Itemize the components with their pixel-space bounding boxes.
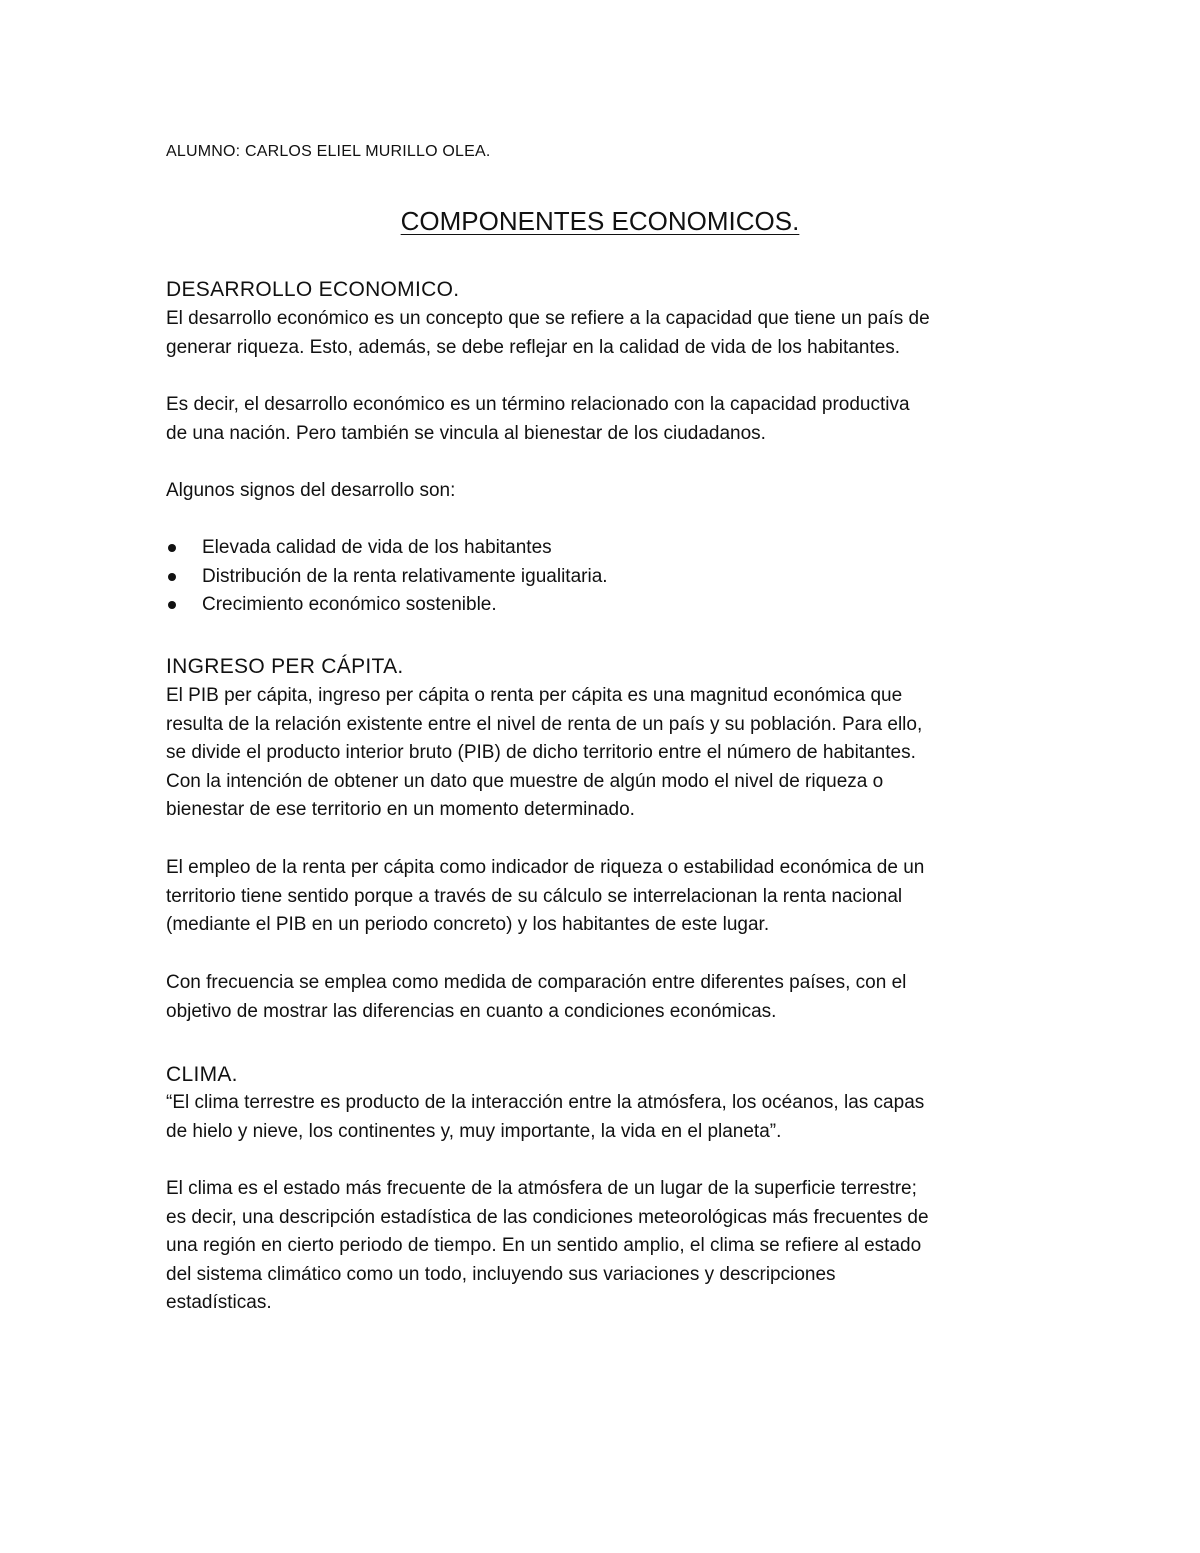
section-ingreso-p2-block — [166, 854, 1046, 940]
list-item-text: Distribución de la renta relativamente igualitaria. — [202, 565, 608, 587]
section-ingreso-heading-block — [166, 652, 1046, 681]
section-clima-heading-block — [166, 1060, 1046, 1089]
section-heading-ingreso: INGRESO PER CÁPITA. — [166, 655, 404, 678]
student-name-line: ALUMNO: CARLOS ELIEL MURILLO OLEA. — [166, 143, 491, 160]
section-heading-clima: CLIMA. — [166, 1063, 238, 1086]
section-desarrollo-heading-block — [166, 275, 1046, 304]
section-ingreso-p1-block — [166, 682, 1046, 825]
section-heading-desarrollo: DESARROLLO ECONOMICO. — [166, 278, 460, 301]
list-item-text: Elevada calidad de vida de los habitantes — [202, 537, 552, 558]
bullet-list — [166, 534, 1046, 620]
section-clima-p1-block — [166, 1089, 1046, 1146]
bullet-icon — [168, 573, 176, 581]
paragraph: “El clima terrestre es producto de la interacción entre la atmósfera, los océanos, las capas de hielo y nieve, los continentes y, muy importante, la vida en el planeta”. — [166, 1092, 925, 1142]
paragraph: El empleo de la renta per cápita como indicador de riqueza o estabilidad económica de un territorio tiene sentido porque a través de su cálculo se interrelacionan la renta nacional (mediante el PIB en un periodo concreto) y los habitantes de este lugar. — [166, 857, 925, 935]
section-clima-p2-block — [166, 1175, 1046, 1318]
paragraph: El desarrollo económico es un concepto que se refiere a la capacidad que tiene un país de generar riqueza. Esto, además, se debe reflejar en la calidad de vida de los habitantes. — [166, 308, 930, 358]
section-desarrollo-p2-block — [166, 391, 1046, 448]
list-item — [166, 563, 1046, 592]
section-desarrollo-p1-block — [166, 305, 1046, 362]
section-desarrollo-p3-block — [166, 477, 1046, 506]
bullet-icon — [168, 601, 176, 609]
list-item — [166, 534, 1046, 563]
list-item — [166, 591, 1046, 620]
section-ingreso-p3-block — [166, 969, 1046, 1026]
document-title: COMPONENTES ECONOMICOS. — [400, 206, 800, 236]
paragraph: El PIB per cápita, ingreso per cápita o renta per cápita es una magnitud económica que resulta de la relación existente entre el nivel de renta de un país y su población. Para ello, se divide el producto interior bruto (PIB) de dicho territorio entre el número de habitantes. Con la intención de obtener un dato que muestre de algún modo el nivel de riqueza o bienestar de ese territorio en un momento determinado. — [166, 685, 923, 820]
paragraph: Es decir, el desarrollo económico es un término relacionado con la capacidad productiva de una nación. Pero también se vincula al bienestar de los ciudadanos. — [166, 394, 910, 444]
bullet-icon — [168, 544, 176, 552]
paragraph: El clima es el estado más frecuente de la atmósfera de un lugar de la superficie terrestre; es decir, una descripción estadística de las condiciones meteorológicas más frecuentes de una región en cierto periodo de tiempo. En un sentido amplio, el clima se refiere al estado del sistema climático como un todo, incluyendo sus variaciones y descripciones estadísticas. — [166, 1178, 929, 1313]
list-item-text: Crecimiento económico sostenible. — [202, 594, 497, 615]
paragraph: Algunos signos del desarrollo son: — [166, 480, 456, 501]
paragraph: Con frecuencia se emplea como medida de comparación entre diferentes países, con el objetivo de mostrar las diferencias en cuanto a condiciones económicas. — [166, 972, 907, 1022]
section-desarrollo-bullets-block — [166, 534, 1046, 620]
